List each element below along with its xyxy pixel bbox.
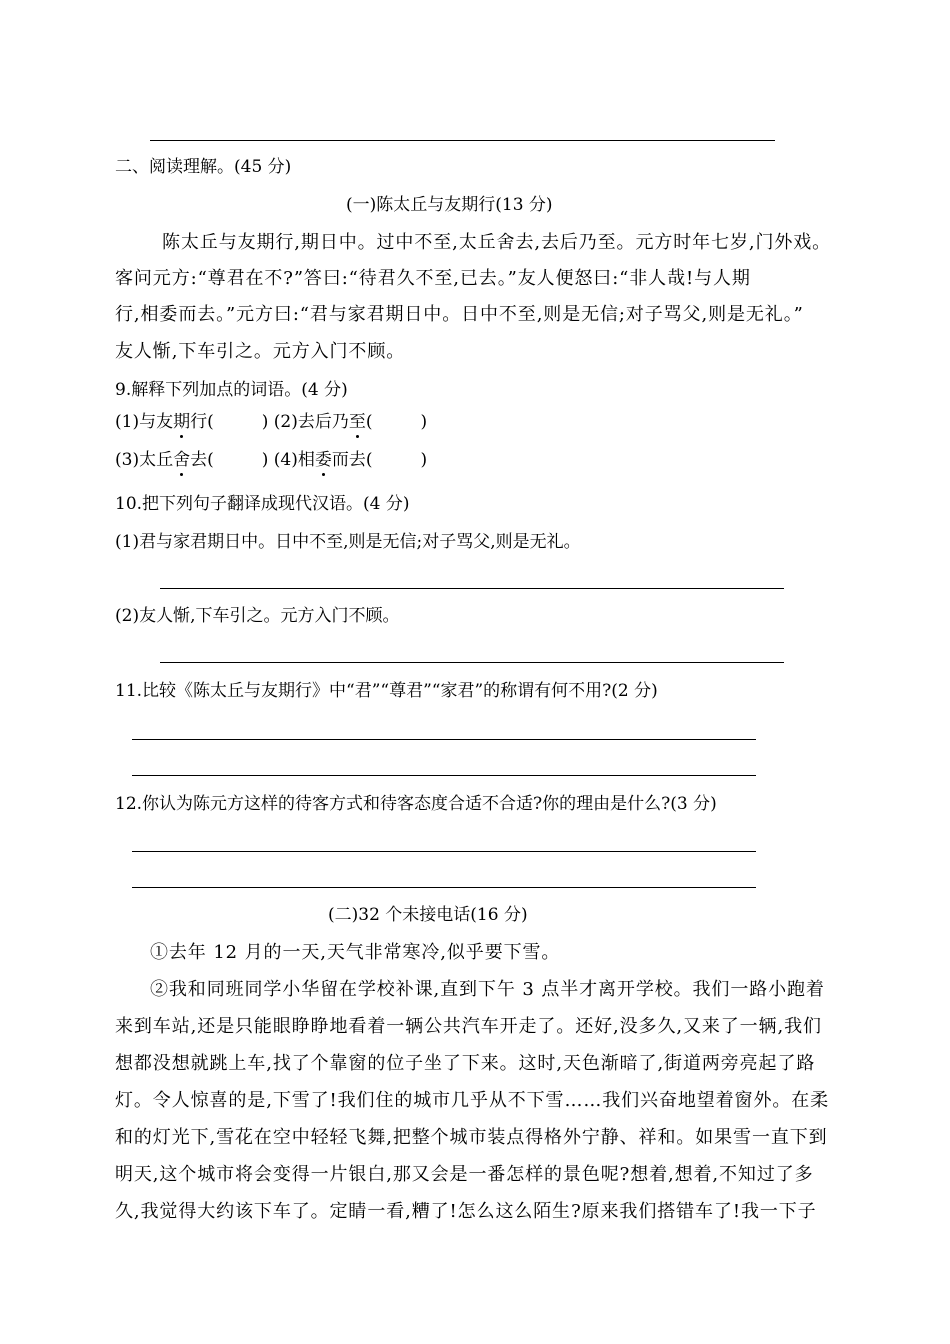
dotted-char: 舍 xyxy=(173,450,191,470)
passage-2-line: 想都没想就跳上车,找了个靠窗的位子坐了下来。这时,天色渐暗了,街道两旁亮起了路 xyxy=(115,1053,816,1074)
q9-item-3: (3)太丘舍去( ) xyxy=(115,450,269,470)
passage-2-line: 来到车站,还是只能眼睁睁地看着一辆公共汽车开走了。还好,没多久,又来了一辆,我们 xyxy=(115,1016,822,1037)
passage-2-line: 久,我觉得大约该下车了。定睛一看,糟了!怎么这么陌生?原来我们搭错车了!我一下子 xyxy=(115,1201,817,1222)
answer-line[interactable] xyxy=(160,662,784,663)
question-9-row-2 xyxy=(115,449,427,471)
question-10-sentence-2: (2)友人惭,下车引之。元方入门不顾。 xyxy=(115,606,400,626)
passage-1-line: 陈太丘与友期行,期日中。过中不至,太丘舍去,去后乃至。元方时年七岁,门外戏。 xyxy=(162,232,832,253)
answer-line[interactable] xyxy=(132,739,756,740)
question-11-stem: 11.比较《陈太丘与友期行》中“君”“尊君”“家君”的称谓有何不用?(2 分) xyxy=(115,681,658,701)
dotted-char: 委 xyxy=(314,450,332,470)
passage-2-line: ②我和同班同学小华留在学校补课,直到下午 3 点半才离开学校。我们一路小跑着 xyxy=(150,979,825,1000)
question-9-stem: 9.解释下列加点的词语。(4 分) xyxy=(115,380,348,400)
passage-2-line: 灯。令人惊喜的是,下雪了!我们住的城市几乎从不下雪……我们兴奋地望着窗外。在柔 xyxy=(115,1090,830,1111)
question-9-row-1 xyxy=(115,411,427,433)
answer-line-top xyxy=(150,140,775,141)
question-10-stem: 10.把下列句子翻译成现代汉语。(4 分) xyxy=(115,494,410,514)
passage-1-line: 友人惭,下车引之。元方入门不顾。 xyxy=(115,341,406,362)
answer-line[interactable] xyxy=(132,851,756,852)
answer-line[interactable] xyxy=(160,588,784,589)
passage-1-title: (一)陈太丘与友期行(13 分) xyxy=(346,195,553,215)
passage-2-line: 和的灯光下,雪花在空中轻轻飞舞,把整个城市装点得格外宁静、祥和。如果雪一直下到 xyxy=(115,1127,828,1148)
passage-2-line: 明天,这个城市将会变得一片银白,那又会是一番怎样的景色呢?想着,想着,不知过了多 xyxy=(115,1164,814,1185)
passage-2-title: (二)32 个未接电话(16 分) xyxy=(328,905,528,925)
q9-item-2: (2)去后乃至( ) xyxy=(273,412,428,432)
passage-1-line: 客问元方:“尊君在不?”答曰:“待君久不至,已去。”友人便怒曰:“非人哉!与人期 xyxy=(115,268,751,289)
passage-2-line: ①去年 12 月的一天,天气非常寒冷,似乎要下雪。 xyxy=(150,942,561,963)
answer-line[interactable] xyxy=(132,887,756,888)
passage-1-line: 行,相委而去。”元方曰:“君与家君期日中。日中不至,则是无信;对子骂父,则是无礼。” xyxy=(115,304,804,325)
answer-line[interactable] xyxy=(132,775,756,776)
dotted-char: 至 xyxy=(348,412,366,432)
section-heading: 二、阅读理解。(45 分) xyxy=(115,157,292,177)
q9-item-4: (4)相委而去( ) xyxy=(273,450,428,470)
question-10-sentence-1: (1)君与家君期日中。日中不至,则是无信;对子骂父,则是无礼。 xyxy=(115,532,581,552)
q9-item-1: (1)与友期行( ) xyxy=(115,412,269,432)
question-12-stem: 12.你认为陈元方这样的待客方式和待客态度合适不合适?你的理由是什么?(3 分) xyxy=(115,794,717,814)
dotted-char: 期 xyxy=(173,412,191,432)
